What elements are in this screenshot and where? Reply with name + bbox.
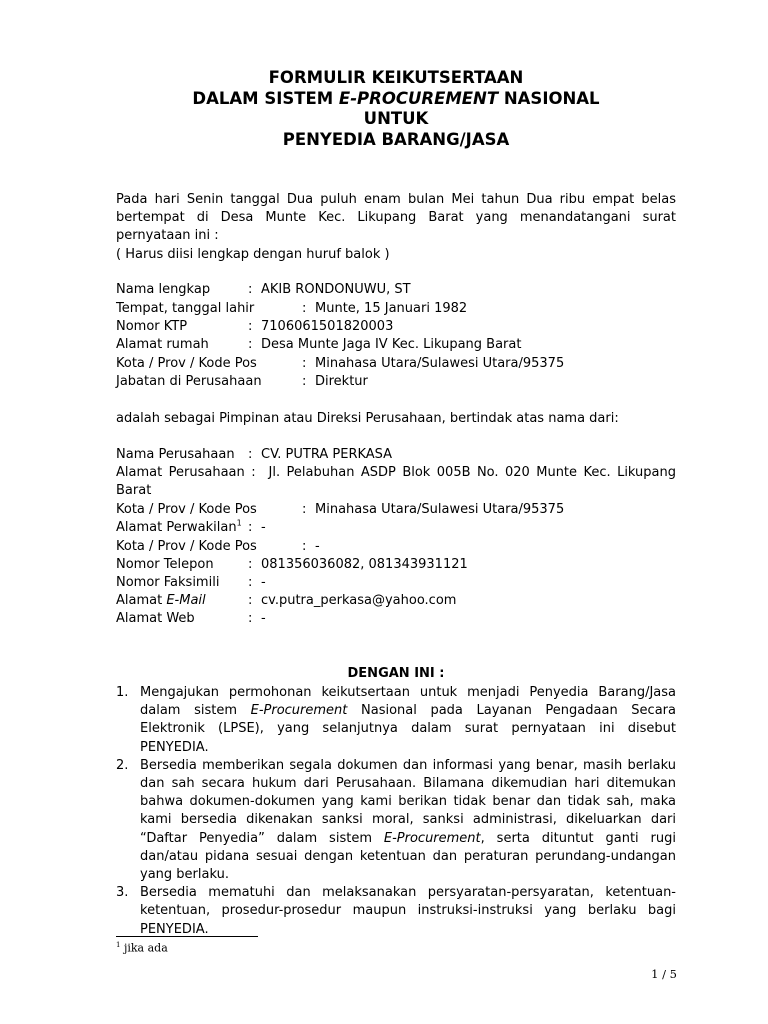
field-ttl: Tempat, tanggal lahir : Munte, 15 Januari 1982 xyxy=(116,301,468,316)
field-kota-prov: Kota / Prov / Kode Pos : Minahasa Utara/Sulawesi Utara/95375 xyxy=(116,356,565,371)
footnote: $^1$ jika ada xyxy=(116,941,168,955)
field-jabatan: Jabatan di Perusahaan : Direktur xyxy=(116,374,368,389)
field-nomor-faksimili: Nomor Faksimili : - xyxy=(116,575,266,590)
field-nama-lengkap: Nama lengkap : AKIB RONDONUWU, ST xyxy=(116,282,411,297)
footnote-divider xyxy=(116,936,258,937)
statement-list xyxy=(116,684,676,939)
field-alamat-email: Alamat E-Mail : cv.putra_perkasa@yahoo.com xyxy=(116,593,457,608)
field-alamat-perwakilan: Alamat Perwakilan$^1$ : - xyxy=(116,518,266,535)
title-line-3: UNTUK xyxy=(363,109,429,128)
middle-text: adalah sebagai Pimpinan atau Direksi Perusahaan, bertindak atas nama dari: xyxy=(116,411,619,426)
field-alamat-rumah: Alamat rumah : Desa Munte Jaga IV Kec. Likupang Barat xyxy=(116,337,522,352)
title-line-4: PENYEDIA BARANG/JASA xyxy=(282,129,510,149)
field-nama-perusahaan: Nama Perusahaan : CV. PUTRA PERKASA xyxy=(116,447,393,462)
intro-paragraph: Pada hari Senin tanggal Dua puluh enam bulan Mei tahun Dua ribu empat belas bertempat di Desa Munte Kec. Likupang Barat yang menandatangani surat pernyataan ini : ( Harus diisi lengkap dengan huruf balok ) xyxy=(116,192,676,262)
field-kota-prov-perusahaan: Kota / Prov / Kode Pos : Minahasa Utara/Sulawesi Utara/95375 xyxy=(116,502,565,517)
list-item: 3. Bersedia mematuhi dan melaksanakan persyaratan-persyaratan, ketentuan-ketentuan, prosedur-prosedur maupun instruksi-instruksi yang berlaku bagi PENYEDIA. xyxy=(116,885,676,937)
field-ktp: Nomor KTP : 7106061501820003 xyxy=(116,319,394,334)
field-kota-prov-perwakilan: Kota / Prov / Kode Pos : - xyxy=(116,539,320,554)
dengan-ini-heading: DENGAN INI : xyxy=(347,666,445,681)
field-alamat-perusahaan: Alamat Perusahaan : Jl. Pelabuhan ASDP Blok 005B No. 020 Munte Kec. Likupang Barat xyxy=(116,465,677,499)
field-alamat-web: Alamat Web : - xyxy=(116,611,266,626)
title-line-1: FORMULIR KEIKUTSERTAAN xyxy=(268,68,524,87)
title-line-2: DALAM SISTEM E-PROCUREMENT NASIONAL xyxy=(192,88,600,108)
list-item: 2. Bersedia memberikan segala dokumen dan informasi yang benar, masih berlaku dan sah secara hukum dari Perusahaan. Bilamana dikemudian hari ditemukan bahwa dokumen-dokumen yang kami berikan tidak benar dan tidak sah, maka kami bersedia dikenakan sanksi moral, sanksi administrasi, dikeluarkan dari “Daftar Penyedia” dalam sistem E-Procurement, serta dituntut ganti rugi dan/atau pidana sesuai dengan ketentuan dan peraturan perundang-undangan yang berlaku. xyxy=(116,757,677,883)
list-item: 1. Mengajukan permohonan keikutsertaan untuk menjadi Penyedia Barang/Jasa dalam sistem E-Procurement Nasional pada Layanan Pengadaan Secara Elektronik (LPSE), yang selanjutnya dalam surat pernyataan ini disebut PENYEDIA. xyxy=(116,685,676,755)
form-title xyxy=(116,68,676,150)
footnote-ref: 1 xyxy=(236,518,242,528)
page-number: 1 / 5 xyxy=(651,967,677,981)
intro-note: ( Harus diisi lengkap dengan huruf balok ) xyxy=(116,246,390,262)
field-nomor-telepon: Nomor Telepon : 081356036082, 081343931121 xyxy=(116,557,468,572)
